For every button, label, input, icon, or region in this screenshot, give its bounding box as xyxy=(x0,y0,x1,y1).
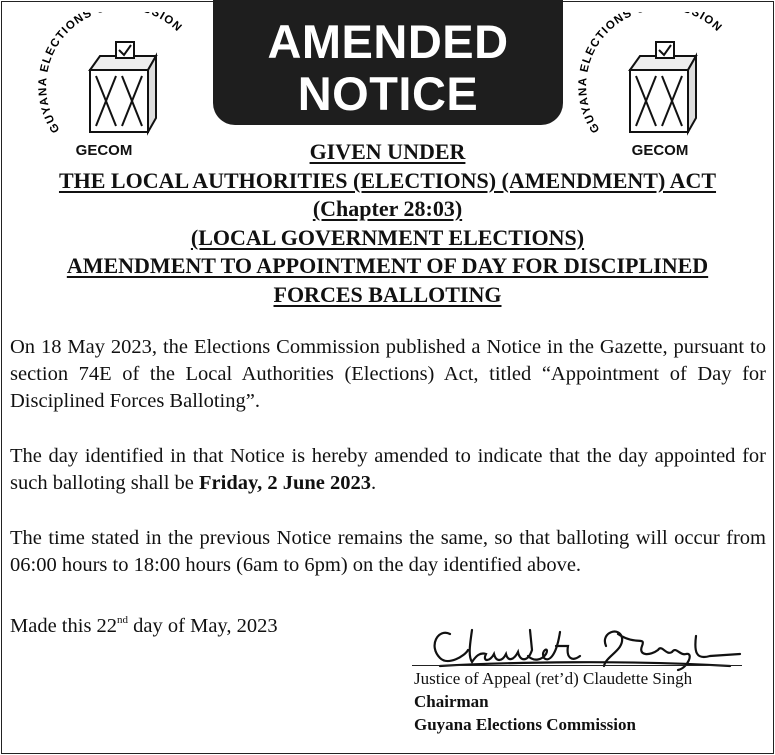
logo-acronym: GECOM xyxy=(631,142,689,159)
heading-given-under: GIVEN UNDER xyxy=(309,139,466,164)
logo-ring-text: GUYANA ELECTIONS SION xyxy=(38,12,185,135)
signatory-block xyxy=(414,667,692,736)
amended-notice-banner xyxy=(213,0,563,125)
heading-lge: (LOCAL GOVERNMENT ELECTIONS) xyxy=(190,224,585,250)
signatory-org: Guyana Elections Commission xyxy=(414,715,636,734)
signature-line xyxy=(412,665,742,666)
logo-ring-text: GUYANA ELECTIONS SION xyxy=(578,12,725,135)
notice-headings xyxy=(0,138,775,309)
banner-line-1: AMENDED xyxy=(267,15,509,68)
amendment-text: The day identified in that Notice is hereby amended to indicate that the day appointed for such balloting shall be xyxy=(10,445,766,494)
banner-line-2: NOTICE xyxy=(297,67,479,120)
made-prefix: Made this 22 xyxy=(10,615,118,637)
logo-acronym: GECOM xyxy=(75,142,133,159)
paragraph-amendment xyxy=(10,443,766,497)
amended-date: Friday, 2 June 2023 xyxy=(199,472,372,494)
heading-act: THE LOCAL AUTHORITIES (ELECTIONS) (AMENDMENT) ACT xyxy=(58,167,717,193)
heading-subject-1: AMENDMENT TO APPOINTMENT OF DAY FOR DISCIPLINED xyxy=(66,253,709,278)
heading-subject-2: FORCES BALLOTING xyxy=(273,281,502,307)
signatory-title: Justice of Appeal (ret’d) Claudette Singh xyxy=(414,669,693,688)
amendment-period: . xyxy=(371,472,377,494)
heading-chapter: (Chapter 28:03) xyxy=(312,196,463,221)
notice-body xyxy=(10,334,766,640)
paragraph-time: The time stated in the previous Notice remains the same, so that balloting will occur from 06:00 hours to 18:00 hours (6am to 6pm) on the day identified above. xyxy=(10,527,766,576)
signatory-role: Chairman xyxy=(414,692,489,711)
made-suffix: day of May, 2023 xyxy=(128,615,278,637)
made-ordinal: nd xyxy=(117,614,129,626)
paragraph-background: On 18 May 2023, the Elections Commission published a Notice in the Gazette, pursuant to section 74E of the Local Authorities (Elections) Act, titled “Appointment of Day for Disciplined Forces Balloting”. xyxy=(10,336,766,412)
